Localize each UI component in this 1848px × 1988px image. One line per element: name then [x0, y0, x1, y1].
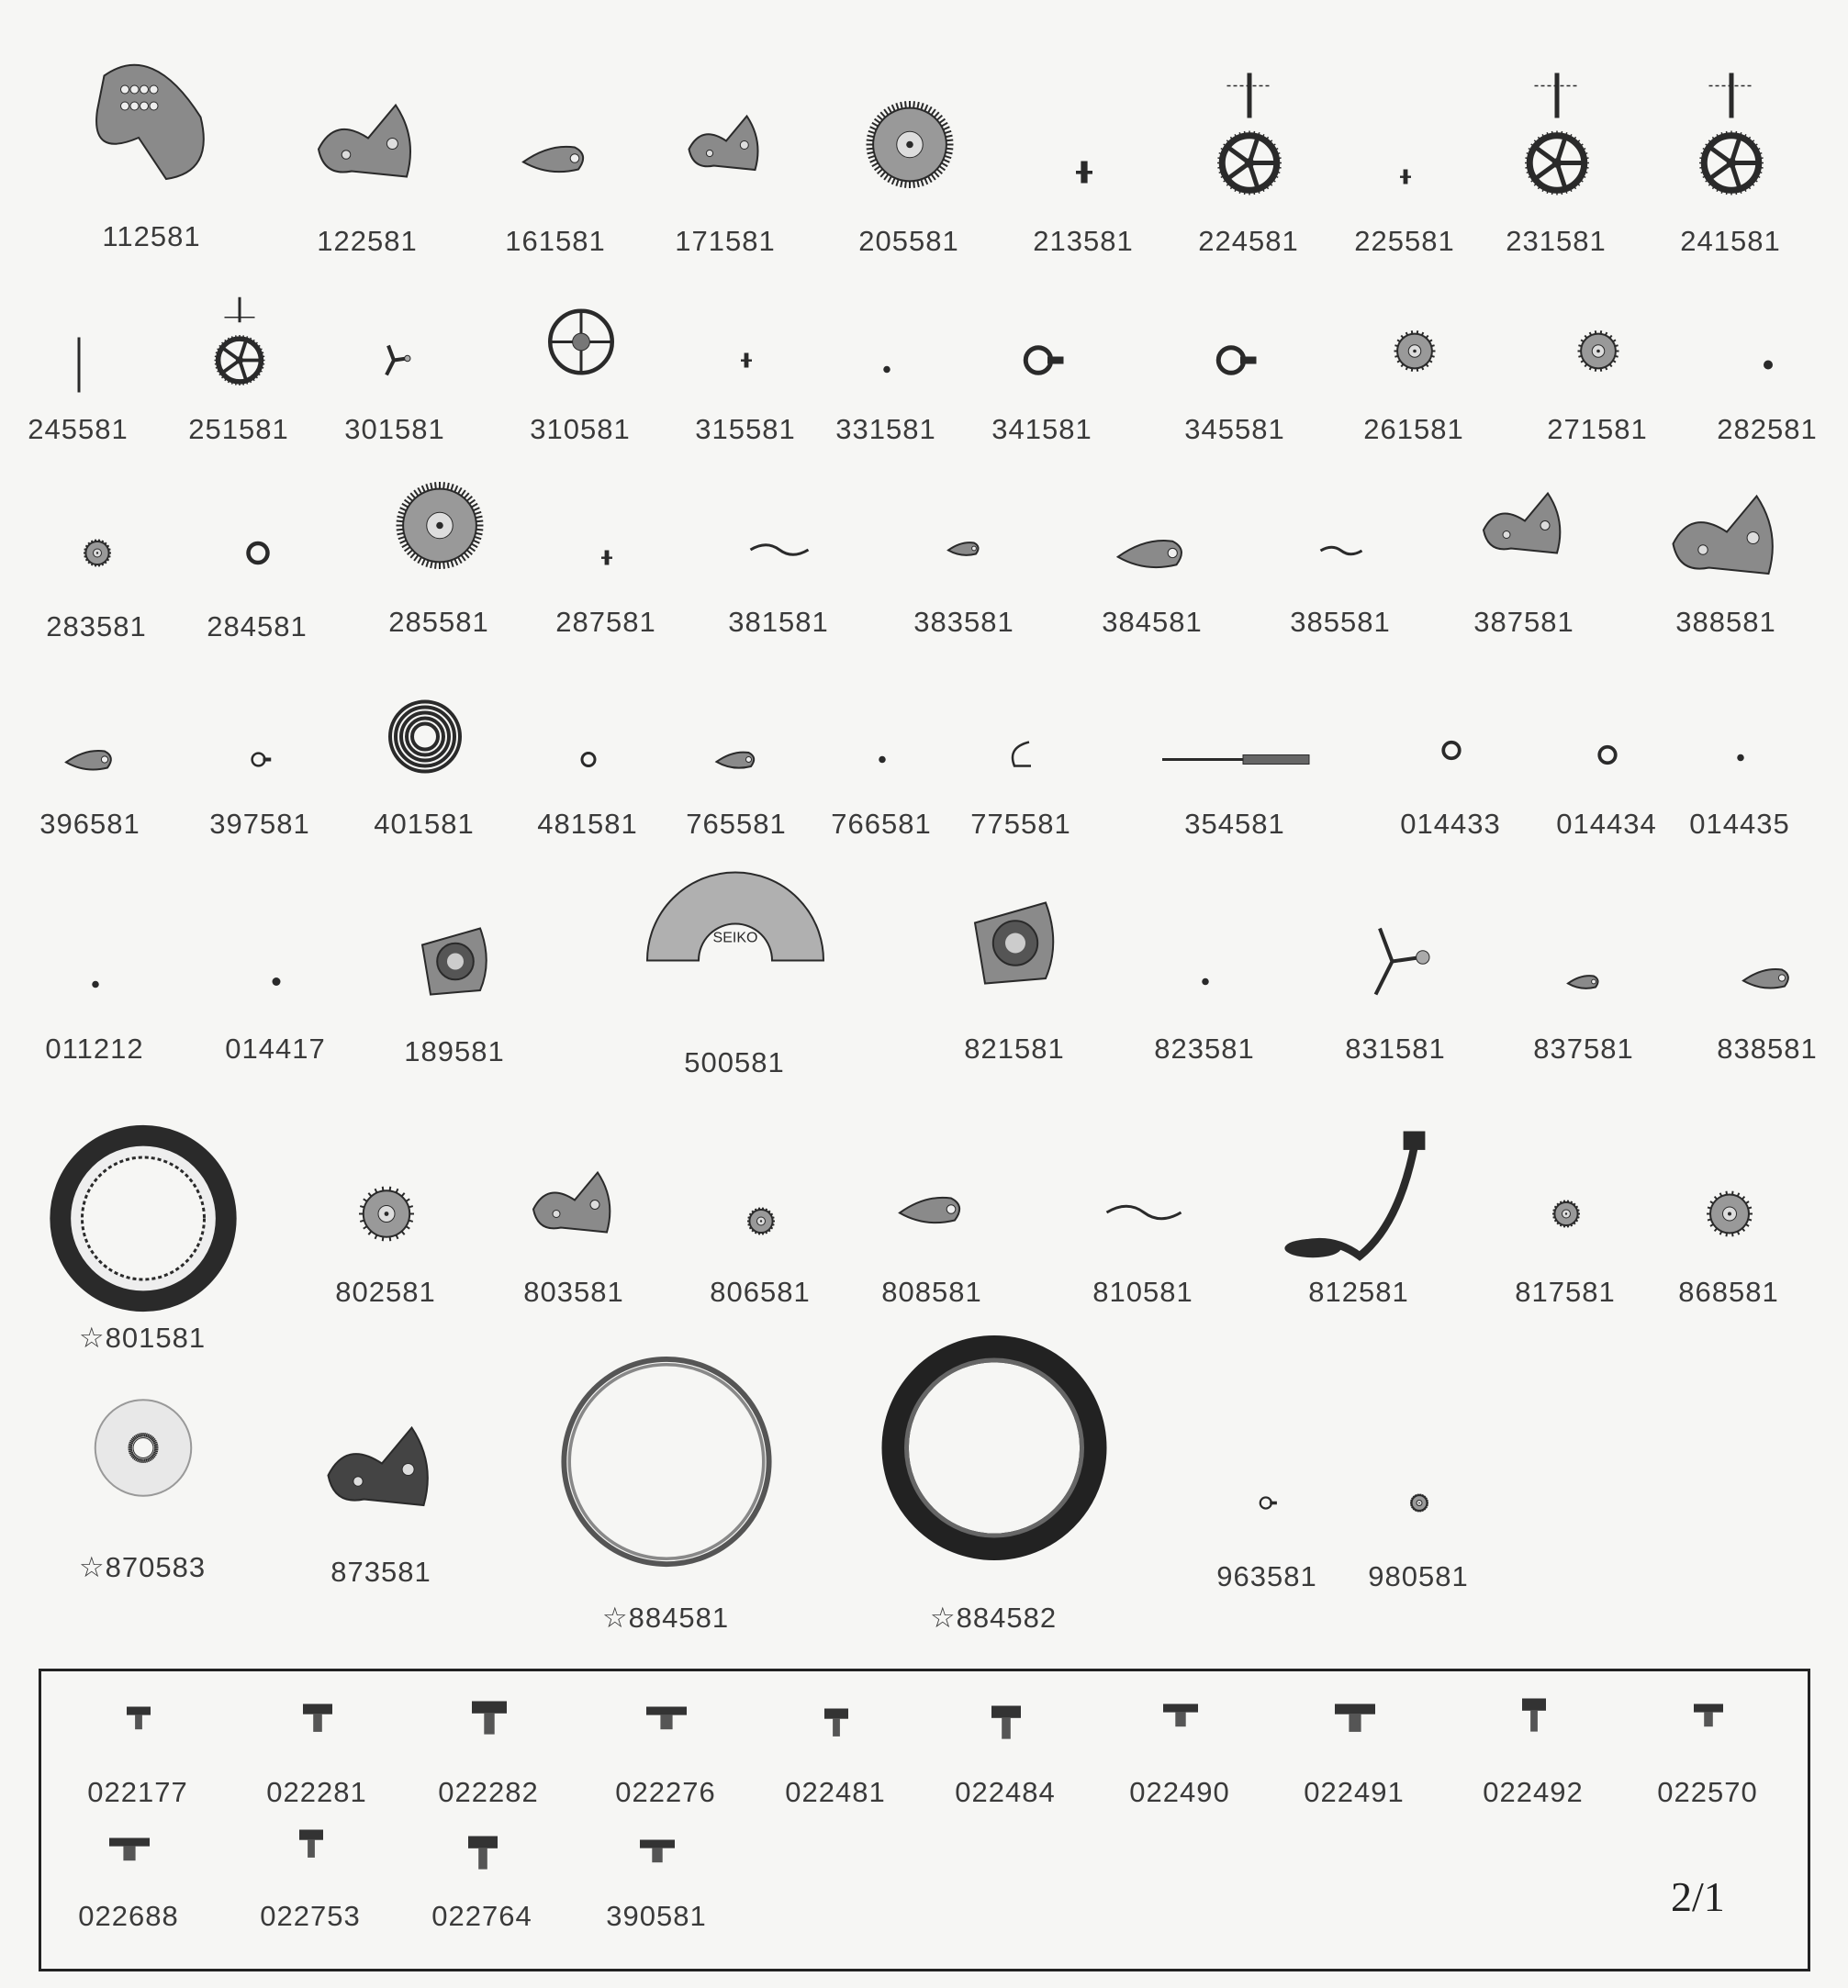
part-number: ☆801581 — [78, 1322, 207, 1354]
plate-part-icon — [84, 49, 221, 191]
part-number: 390581 — [606, 1900, 707, 1932]
gear-small-part-icon — [1577, 330, 1618, 376]
dot-part-icon — [1759, 356, 1777, 379]
ring-part-icon — [1439, 739, 1462, 766]
ring-part-icon — [579, 751, 598, 774]
bridge-part-icon — [1479, 485, 1571, 581]
part-item — [1102, 0, 1203, 638]
rotor-label: SEIKO — [712, 930, 757, 946]
part-number: 241581 — [1680, 225, 1781, 257]
part-number: 022481 — [785, 1776, 886, 1808]
ring-part-icon — [244, 540, 272, 572]
part-number: 122581 — [317, 225, 418, 257]
part-item — [102, 0, 201, 252]
click-part-icon — [1741, 951, 1796, 1011]
stem-part-icon — [65, 338, 93, 370]
part-number: 014417 — [225, 1033, 326, 1065]
part-number: 315581 — [695, 413, 796, 445]
part-number: 354581 — [1184, 808, 1285, 840]
dot-part-icon — [88, 977, 102, 996]
part-item — [188, 0, 289, 445]
part-number: 251581 — [188, 413, 289, 445]
part-number: 224581 — [1198, 225, 1299, 257]
part-number: 112581 — [102, 220, 201, 252]
part-number: 868581 — [1678, 1276, 1779, 1308]
wheel-part-icon — [1699, 131, 1764, 200]
part-number: 171581 — [675, 225, 776, 257]
gear-small-part-icon — [747, 1208, 775, 1240]
part-number: 282581 — [1717, 413, 1818, 445]
pin-part-icon — [1070, 159, 1098, 191]
part-number: 873581 — [330, 1556, 431, 1588]
part-number: 022484 — [955, 1776, 1056, 1808]
spring-part-icon — [1318, 531, 1364, 581]
part-number: 283581 — [46, 610, 147, 642]
part-number: 231581 — [1506, 225, 1607, 257]
part-number: 384581 — [1102, 606, 1203, 638]
part-number: 285581 — [388, 606, 489, 638]
rotor-part-icon — [644, 847, 827, 1035]
gear-small-part-icon — [84, 540, 111, 572]
part-number: 310581 — [530, 413, 631, 445]
part-number: 806581 — [710, 1276, 811, 1308]
part-number: 766581 — [831, 808, 932, 840]
lever-part-icon — [946, 531, 983, 572]
part-number: 213581 — [1033, 225, 1134, 257]
ring-tab-part-icon — [1020, 338, 1066, 388]
part-item — [317, 0, 418, 257]
gear-small-part-icon — [1394, 330, 1435, 376]
part-number: 963581 — [1216, 1560, 1317, 1592]
part-number: ☆884581 — [601, 1602, 730, 1634]
bridge-part-icon — [685, 108, 767, 195]
part-number: 022688 — [78, 1900, 179, 1932]
part-number: 022276 — [615, 1776, 716, 1808]
lever-part-icon — [1566, 964, 1603, 1005]
part-number: 022753 — [260, 1900, 361, 1932]
pin-part-icon — [737, 352, 756, 374]
part-number: 500581 — [684, 1046, 785, 1078]
ring-tab-part-icon — [249, 748, 272, 776]
part-number: 396581 — [39, 808, 140, 840]
hook-part-icon — [1003, 737, 1040, 778]
part-number: 821581 — [964, 1033, 1065, 1065]
spring-part-icon — [747, 521, 812, 590]
part-number: 014434 — [1556, 808, 1657, 840]
part-item — [675, 0, 776, 257]
part-number: 808581 — [881, 1276, 982, 1308]
part-number: 387581 — [1473, 606, 1574, 638]
part-item — [505, 0, 606, 257]
part-number: 022764 — [431, 1900, 532, 1932]
part-number: 823581 — [1154, 1033, 1255, 1065]
part-number: 980581 — [1368, 1560, 1469, 1592]
gear-small-part-icon — [1410, 1494, 1428, 1517]
part-item — [28, 0, 129, 445]
escape-part-icon — [214, 335, 264, 390]
part-number: 022490 — [1129, 1776, 1230, 1808]
date-ring-part-icon — [56, 1132, 230, 1311]
gear-small-part-icon — [1552, 1201, 1580, 1233]
dot-part-icon — [875, 753, 889, 771]
part-item — [1680, 0, 1781, 257]
part-number: 014435 — [1689, 808, 1790, 840]
bridge-part-icon — [529, 1164, 621, 1260]
part-number: 022281 — [266, 1776, 367, 1808]
scale-note: 2/1 — [1671, 1873, 1725, 1920]
ring-thick-part-icon — [881, 1335, 1106, 1565]
part-item — [858, 0, 959, 257]
gear-small-part-icon — [359, 1187, 414, 1246]
part-number: ☆870583 — [78, 1551, 207, 1583]
part-number: 301581 — [344, 413, 445, 445]
ring-tab-part-icon — [1213, 338, 1259, 388]
part-number: 775581 — [970, 808, 1071, 840]
part-number: 381581 — [728, 606, 829, 638]
pin-part-icon — [1396, 168, 1415, 191]
screw-parts-box — [39, 1669, 1810, 1971]
part-number: 388581 — [1675, 606, 1776, 638]
part-number: 802581 — [335, 1276, 436, 1308]
part-number: 022570 — [1657, 1776, 1758, 1808]
fork-part-icon — [377, 342, 414, 384]
dot-part-icon — [879, 363, 893, 381]
plate-small-part-icon — [414, 921, 497, 1008]
fork-part-icon — [1355, 921, 1438, 1008]
part-number: 341581 — [991, 413, 1092, 445]
lever-part-icon — [520, 122, 593, 200]
part-number: 284581 — [207, 610, 308, 642]
part-number: 810581 — [1092, 1276, 1193, 1308]
part-number: 812581 — [1308, 1276, 1409, 1308]
part-number: 831581 — [1345, 1033, 1446, 1065]
part-number: 011212 — [45, 1033, 144, 1065]
part-number: 803581 — [523, 1276, 624, 1308]
part-number: 838581 — [1717, 1033, 1818, 1065]
click-part-icon — [1114, 514, 1192, 597]
part-item — [1354, 0, 1455, 257]
part-item — [1290, 0, 1391, 638]
part-item — [913, 0, 1014, 638]
part-number: 385581 — [1290, 606, 1391, 638]
part-number: 022492 — [1483, 1776, 1584, 1808]
dot-part-icon — [1733, 751, 1747, 769]
pin-part-icon — [598, 549, 616, 572]
part-item — [1506, 0, 1607, 257]
plate-small-part-icon — [965, 893, 1066, 999]
bridge-part-icon — [1667, 485, 1786, 609]
wheel-part-icon — [1217, 131, 1282, 200]
part-number: 397581 — [209, 808, 310, 840]
part-number: 817581 — [1515, 1276, 1616, 1308]
part-number: 765581 — [686, 808, 787, 840]
ring-tab-part-icon — [1258, 1493, 1278, 1518]
wheel-part-icon — [1525, 131, 1589, 200]
click-part-icon — [63, 732, 118, 792]
part-item — [1033, 0, 1134, 257]
part-number: 022282 — [438, 1776, 539, 1808]
part-number: 205581 — [858, 225, 959, 257]
part-number: 022491 — [1304, 1776, 1405, 1808]
part-number: 245581 — [28, 413, 129, 445]
part-number: 481581 — [537, 808, 638, 840]
bridge-dark-part-icon — [322, 1416, 442, 1540]
ring-part-icon — [1596, 743, 1618, 771]
bridge-part-icon — [313, 95, 423, 209]
gear-small-part-icon — [1707, 1191, 1753, 1242]
ring-thin-part-icon — [558, 1354, 774, 1574]
part-number: 271581 — [1547, 413, 1648, 445]
dot-part-icon — [1198, 975, 1212, 993]
part-number: 383581 — [913, 606, 1014, 638]
day-disk-part-icon — [93, 1398, 194, 1503]
gear-big-part-icon — [866, 101, 953, 193]
part-number: 014433 — [1400, 808, 1501, 840]
lever-part-icon — [896, 1173, 969, 1251]
spring-part-icon — [1103, 1176, 1185, 1263]
mainspring-part-icon — [388, 700, 462, 778]
part-number: 189581 — [404, 1035, 505, 1067]
part-number: 345581 — [1184, 413, 1285, 445]
arm-part-icon — [1282, 1132, 1438, 1292]
lever-part-icon — [714, 737, 760, 787]
part-number: ☆884582 — [929, 1602, 1058, 1634]
part-number: 837581 — [1533, 1033, 1634, 1065]
part-number: 022177 — [87, 1776, 188, 1808]
part-number: 225581 — [1354, 225, 1455, 257]
gear-big-part-icon — [396, 482, 483, 574]
part-number: 287581 — [555, 606, 656, 638]
part-number: 331581 — [835, 413, 936, 445]
part-number: 261581 — [1363, 413, 1464, 445]
part-number: 161581 — [505, 225, 606, 257]
part-number: 401581 — [374, 808, 475, 840]
dot-part-icon — [268, 974, 285, 995]
balance-part-icon — [546, 307, 615, 381]
